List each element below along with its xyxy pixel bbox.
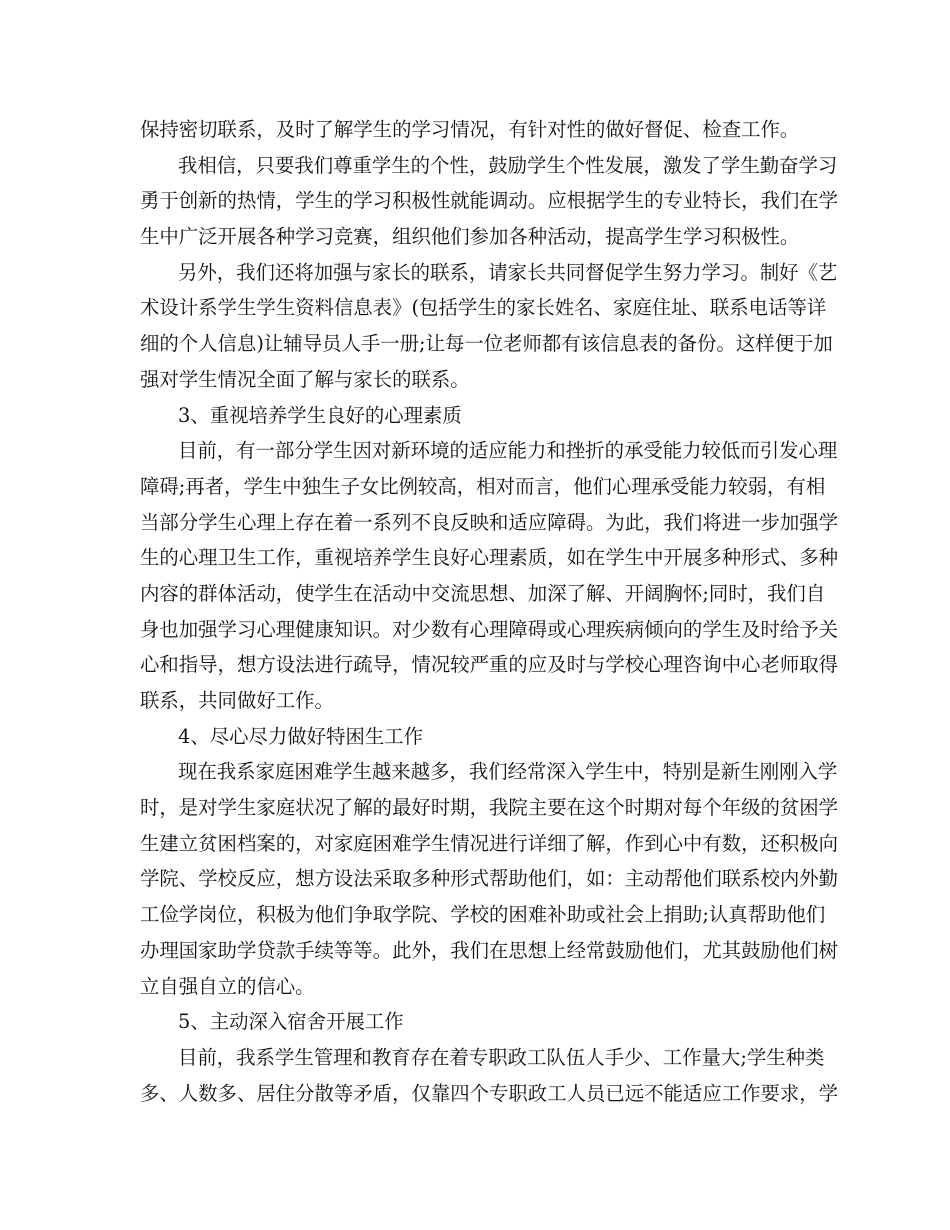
paragraph-line: 障碍;再者，学生中独生子女比例较高，相对而言，他们心理承受能力较弱，有相	[140, 474, 826, 498]
paragraph-line: 生建立贫困档案的，对家庭困难学生情况进行详细了解，作到心中有数，还积极向	[140, 831, 839, 855]
paragraph-line: 保持密切联系，及时了解学生的学习情况，有针对性的做好督促、检查工作。	[140, 118, 800, 141]
paragraph-first-line: 现在我系家庭困难学生越来越多，我们经常深入学生中，特别是新生刚刚入学	[178, 760, 838, 784]
paragraph-line: 多、人数多、居住分散等矛盾，仅靠四个专职政工人员已远不能适应工作要求，学	[140, 1081, 839, 1105]
body-text	[140, 112, 839, 1111]
paragraph-first-line: 3、重视培养学生良好的心理素质	[178, 403, 462, 427]
paragraph-line: 细的个人信息)让辅导员人手一册;让每一位老师都有该信息表的备份。这样便于加	[140, 332, 833, 356]
paragraph-line: 勇于创新的热情，学生的学习积极性就能调动。应根据学生的专业特长，我们在学	[140, 189, 839, 213]
paragraph-first-line: 目前，有一部分学生因对新环境的适应能力和挫折的承受能力较低而引发心理	[178, 439, 838, 463]
paragraph-first-line: 5、主动深入宿舍开展工作	[178, 1010, 404, 1034]
paragraph-first-line: 目前，我系学生管理和教育存在着专职政工队伍人手少、工作量大;学生种类	[178, 1045, 825, 1069]
paragraph-first-line: 4、尽心尽力做好特困生工作	[178, 724, 424, 748]
paragraph-line: 心和指导，想方设法进行疏导，情况较严重的应及时与学校心理咨询中心老师取得	[140, 653, 839, 677]
paragraph-line: 工俭学岗位，积极为他们争取学院、学校的困难补助或社会上捐助;认真帮助他们	[140, 903, 826, 927]
paragraph-line: 当部分学生心理上存在着一系列不良反映和适应障碍。为此，我们将进一步加强学	[140, 510, 839, 534]
paragraph-line: 生中广泛开展各种学习竞赛，组织他们参加各种活动，提高学生学习积极性。	[140, 225, 800, 249]
paragraph-line: 强对学生情况全面了解与家长的联系。	[140, 367, 470, 391]
paragraph-line: 内容的群体活动，使学生在活动中交流思想、加深了解、开阔胸怀;同时，我们自	[140, 581, 826, 605]
paragraph-line: 联系，共同做好工作。	[140, 689, 334, 712]
paragraph-line: 时，是对学生家庭状况了解的最好时期，我院主要在这个时期对每个年级的贫困学	[140, 796, 839, 820]
paragraph-line: 术设计系学生学生资料信息表》(包括学生的家长姓名、家庭住址、联系电话等详	[140, 296, 827, 320]
paragraph-first-line: 另外，我们还将加强与家长的联系，请家长共同督促学生努力学习。制好《艺	[178, 260, 838, 284]
paragraph-first-line: 我相信，只要我们尊重学生的个性，鼓励学生个性发展，激发了学生勤奋学习	[178, 153, 838, 177]
paragraph-line: 生的心理卫生工作，重视培养学生良好心理素质，如在学生中开展多种形式、多种	[140, 546, 839, 570]
paragraph-line: 学院、学校反应，想方设法采取多种形式帮助他们，如：主动帮他们联系校内外勤	[140, 867, 839, 891]
paragraph-line: 立自强自立的信心。	[140, 974, 315, 998]
paragraph-line: 办理国家助学贷款手续等等。此外，我们在思想上经常鼓励他们，尤其鼓励他们树	[140, 938, 839, 962]
paragraph-line: 身也加强学习心理健康知识。对少数有心理障碍或心理疾病倾向的学生及时给予关	[140, 617, 839, 641]
